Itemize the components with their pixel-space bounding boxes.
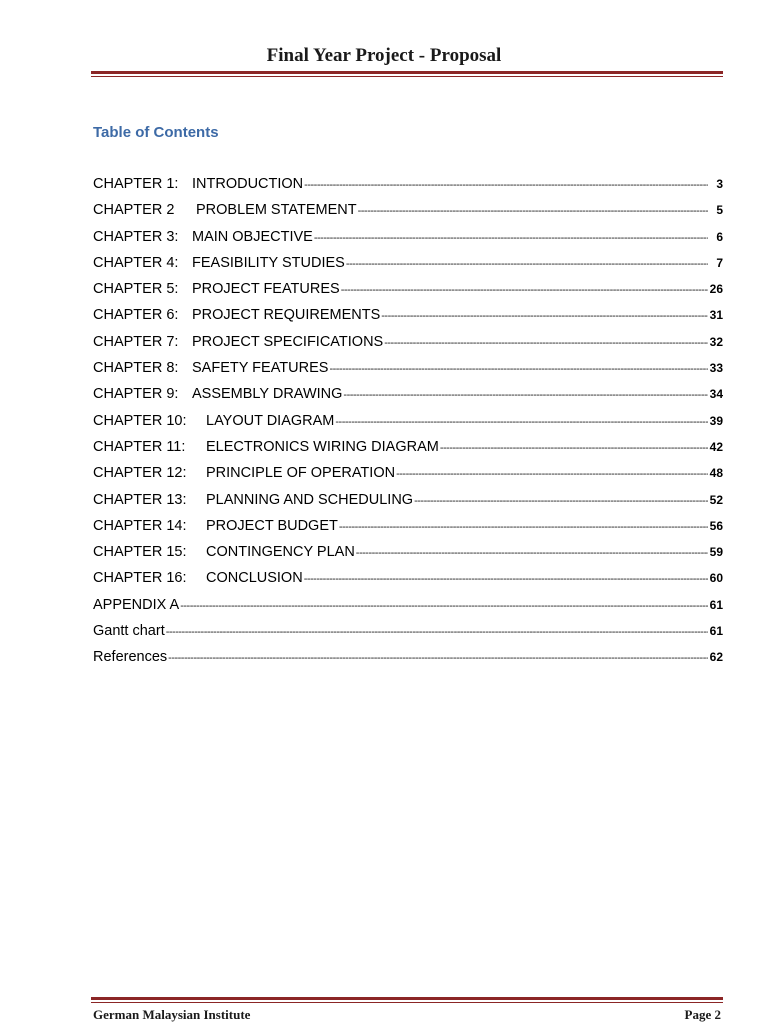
toc-entry[interactable] (93, 413, 723, 439)
toc-entry-title: Gantt chart (93, 623, 165, 640)
toc-chapter-number: CHAPTER 9: (93, 386, 179, 403)
toc-page-number: 52 (709, 492, 723, 507)
footer-institute: German Malaysian Institute (93, 1007, 251, 1022)
toc-dot-leader (343, 389, 708, 401)
toc-entry-title: References (93, 649, 168, 666)
toc-dot-leader (381, 310, 708, 322)
toc-page-number: 31 (709, 308, 723, 323)
toc-entry[interactable] (93, 255, 723, 281)
toc-dot-leader (440, 442, 708, 454)
toc-chapter-number: CHAPTER 11: (93, 438, 186, 455)
toc-dot-leader (414, 495, 708, 507)
toc-entry[interactable] (93, 229, 723, 255)
toc-entry-title: PROJECT FEATURES (192, 281, 340, 298)
toc-dot-leader (314, 232, 708, 244)
toc-entry[interactable] (93, 439, 723, 465)
toc-entry[interactable] (93, 570, 723, 596)
toc-chapter-number: CHAPTER 10: (93, 412, 187, 429)
toc-entry-title: FEASIBILITY STUDIES (192, 254, 345, 271)
toc-page-number: 60 (709, 571, 723, 586)
toc-chapter-number: CHAPTER 4: (93, 254, 179, 271)
toc-entry[interactable] (93, 518, 723, 544)
toc-entry-title: CONCLUSION (206, 570, 303, 587)
toc-entry-title: ASSEMBLY DRAWING (192, 386, 343, 403)
footer-rule-thick (91, 997, 723, 1000)
toc-entry-title: PROBLEM STATEMENT (196, 202, 357, 219)
toc-entry[interactable] (93, 492, 723, 518)
toc-entry-title: MAIN OBJECTIVE (192, 228, 313, 245)
page-title: Final Year Project - Proposal (266, 45, 502, 66)
toc-chapter-number: CHAPTER 3: (93, 228, 179, 245)
footer-rule-thin (91, 1002, 723, 1003)
toc-chapter-number: CHAPTER 12: (93, 465, 187, 482)
toc-dot-leader (166, 626, 708, 638)
toc-dot-leader (358, 205, 708, 217)
footer-page-number: Page 2 (684, 1007, 721, 1022)
toc-entry-title: LAYOUT DIAGRAM (206, 412, 335, 429)
toc-entry[interactable] (93, 544, 723, 570)
toc-entry[interactable] (93, 176, 723, 202)
toc-chapter-number: CHAPTER 8: (93, 360, 179, 377)
toc-dot-leader (304, 573, 708, 585)
toc-chapter-number: CHAPTER 2 (93, 202, 175, 219)
toc-entry[interactable] (93, 360, 723, 386)
header-rule-thin (91, 76, 723, 77)
toc-page-number: 62 (709, 650, 723, 665)
header-rule-thick (91, 71, 723, 74)
toc-page-number: 32 (709, 334, 723, 349)
toc-dot-leader (335, 416, 708, 428)
toc-entry-title: APPENDIX A (93, 596, 180, 613)
toc-entry[interactable] (93, 649, 723, 675)
toc-chapter-number: CHAPTER 13: (93, 491, 187, 508)
table-of-contents (93, 176, 723, 676)
toc-entry[interactable] (93, 623, 723, 649)
toc-entry-title: INTRODUCTION (192, 176, 304, 192)
toc-dot-leader (356, 547, 708, 559)
toc-dot-leader (180, 600, 708, 612)
toc-page-number: 42 (709, 439, 723, 454)
toc-chapter-number: CHAPTER 7: (93, 333, 179, 350)
toc-entry-title: CONTINGENCY PLAN (206, 544, 355, 561)
toc-chapter-number: CHAPTER 1: (93, 176, 179, 192)
toc-page-number: 5 (716, 203, 723, 218)
toc-dot-leader (396, 468, 708, 480)
toc-dot-leader (168, 652, 708, 664)
toc-page-number: 61 (709, 597, 723, 612)
toc-dot-leader (304, 179, 708, 191)
toc-page-number: 26 (709, 282, 723, 297)
toc-dot-leader (339, 521, 708, 533)
toc-dot-leader (346, 258, 708, 270)
toc-chapter-number: CHAPTER 15: (93, 544, 187, 561)
toc-page-number: 33 (709, 361, 723, 376)
toc-chapter-number: CHAPTER 16: (93, 570, 187, 587)
toc-page-number: 48 (709, 466, 723, 481)
toc-entry-title: SAFETY FEATURES (192, 360, 329, 377)
toc-page-number: 6 (716, 229, 723, 244)
toc-chapter-number: CHAPTER 5: (93, 281, 179, 298)
toc-entry[interactable] (93, 386, 723, 412)
toc-page-number: 39 (709, 413, 723, 428)
toc-dot-leader (329, 363, 708, 375)
toc-chapter-number: CHAPTER 6: (93, 307, 179, 324)
toc-heading: Table of Contents (93, 124, 219, 141)
toc-chapter-number: CHAPTER 14: (93, 517, 187, 534)
toc-entry[interactable] (93, 202, 723, 228)
toc-page-number: 34 (709, 387, 723, 402)
toc-entry-title: ELECTRONICS WIRING DIAGRAM (206, 438, 439, 455)
toc-entry[interactable] (93, 307, 723, 333)
toc-page-number: 56 (709, 518, 723, 533)
toc-page-number: 59 (709, 545, 723, 560)
toc-page-number: 7 (716, 255, 723, 270)
toc-entry-title: PROJECT REQUIREMENTS (192, 307, 381, 324)
toc-dot-leader (341, 284, 708, 296)
toc-entry[interactable] (93, 465, 723, 491)
toc-entry-title: PROJECT BUDGET (206, 517, 338, 534)
toc-entry-title: PROJECT SPECIFICATIONS (192, 333, 384, 350)
toc-entry[interactable] (93, 281, 723, 307)
toc-entry[interactable] (93, 334, 723, 360)
toc-page-number: 61 (709, 624, 723, 639)
toc-entry-title: PLANNING AND SCHEDULING (206, 491, 414, 508)
toc-dot-leader (384, 337, 708, 349)
toc-entry-title: PRINCIPLE OF OPERATION (206, 465, 396, 482)
toc-entry[interactable] (93, 597, 723, 623)
toc-page-number: 3 (716, 177, 723, 191)
